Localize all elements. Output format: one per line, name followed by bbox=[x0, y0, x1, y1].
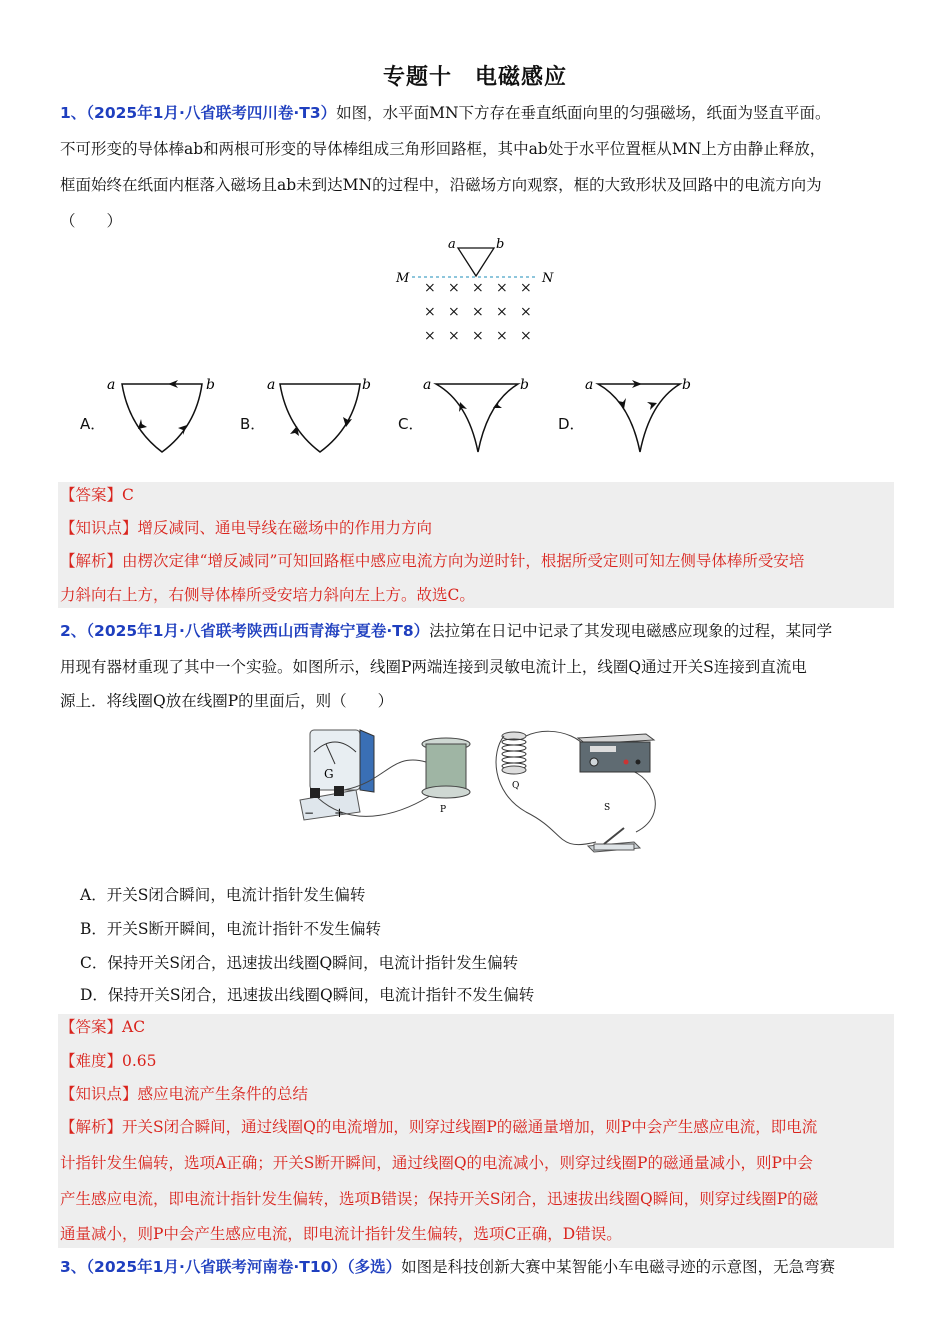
choice-b-figure bbox=[264, 372, 384, 456]
q2-option-c: C．保持开关S闭合，迅速拔出线圈Q瞬间，电流计指针发生偏转 bbox=[80, 954, 519, 972]
q3-multi-tag: （多选） bbox=[346, 1258, 402, 1276]
q2-analysis-1: 【解析】开关S闭合瞬间，通过线圈Q的电流增加，则穿过线圈P的磁通量增加，则P中会产生感应电流，即电流 bbox=[60, 1118, 818, 1136]
svg-text:×: × bbox=[448, 328, 460, 344]
q2-text-1: 法拉第在日记中记录了其发现电磁感应现象的过程，某同学 bbox=[429, 622, 833, 640]
label-G: G bbox=[324, 767, 334, 781]
choice-b-label: B． bbox=[240, 415, 266, 433]
galvanometer bbox=[300, 730, 374, 821]
q3-line-1 bbox=[60, 1256, 892, 1278]
q2-source: （2025年1月·八省联考陕西山西青海宁夏卷·T8） bbox=[86, 622, 430, 640]
q2-analysis-2: 计指针发生偏转，选项A正确；开关S断开瞬间，通过线圈Q的电流减小，则穿过线圈P的磁通量减小，则P中会 bbox=[60, 1154, 813, 1172]
q2-difficulty: 【难度】0.65 bbox=[60, 1052, 157, 1070]
svg-text:×: × bbox=[424, 328, 436, 344]
label-M: M bbox=[396, 271, 410, 286]
label-b: b bbox=[362, 377, 371, 393]
q2-answer-block bbox=[58, 1014, 894, 1248]
q2-line-3: 源上．将线圈Q放在线圈P的里面后，则（ ） bbox=[60, 692, 394, 710]
q2-analysis-4: 通量减小，则P中会产生感应电流，即电流计指针发生偏转，选项C正确，D错误。 bbox=[60, 1225, 622, 1243]
q2-option-d: D．保持开关S闭合，迅速拔出线圈Q瞬间，电流计指针不发生偏转 bbox=[80, 986, 535, 1004]
svg-text:×: × bbox=[424, 304, 436, 320]
choice-a-figure bbox=[104, 372, 224, 456]
q2-option-a: A．开关S闭合瞬间，电流计指针发生偏转 bbox=[80, 886, 366, 904]
q2-option-b: B．开关S断开瞬间，电流计指针不发生偏转 bbox=[80, 920, 382, 938]
q1-line-2: 不可形变的导体棒ab和两根可形变的导体棒组成三角形回路框，其中ab处于水平位置框从MN上方由静止释放， bbox=[60, 140, 826, 158]
q1-answer: 【答案】C bbox=[60, 486, 134, 504]
svg-text:×: × bbox=[424, 280, 436, 296]
choice-a-label: A． bbox=[80, 415, 106, 433]
q1-answer-block bbox=[58, 482, 894, 608]
q1-knowledge: 【知识点】增反减同、通电导线在磁场中的作用力方向 bbox=[60, 519, 433, 537]
label-a: a bbox=[267, 377, 276, 393]
label-a: a bbox=[448, 237, 456, 252]
q2-line-1 bbox=[60, 620, 892, 642]
q1-source: （2025年1月·八省联考四川卷·T3） bbox=[86, 104, 337, 122]
label-N: N bbox=[542, 271, 554, 286]
q1-line-1 bbox=[60, 102, 892, 124]
q1-analysis-1: 【解析】由楞次定律“增反减同”可知回路框中感应电流方向为逆时针，根据所受定则可知左侧导体棒所受安培 bbox=[60, 552, 805, 570]
label-a: a bbox=[107, 377, 116, 393]
choice-d-figure bbox=[582, 372, 702, 456]
label-a: a bbox=[423, 377, 432, 393]
choice-c-label: C． bbox=[398, 415, 424, 433]
q1-number: 1、 bbox=[60, 104, 87, 122]
q1-analysis-2: 力斜向右上方，右侧导体棒所受安培力斜向左上方。故选C。 bbox=[60, 586, 475, 604]
label-b: b bbox=[520, 377, 529, 393]
q2-line-2: 用现有器材重现了其中一个实验。如图所示，线圈P两端连接到灵敏电流计上，线圈Q通过开关S连接到直流电 bbox=[60, 658, 807, 676]
svg-text:×: × bbox=[472, 304, 484, 320]
label-b: b bbox=[206, 377, 215, 393]
knife-switch bbox=[588, 828, 640, 852]
label-P: P bbox=[440, 805, 447, 815]
label-Q: Q bbox=[512, 781, 520, 791]
svg-text:×: × bbox=[496, 280, 508, 296]
q3-number: 3、 bbox=[60, 1258, 87, 1276]
label-a: a bbox=[585, 377, 594, 393]
magnetic-field-crosses bbox=[424, 280, 532, 344]
choice-c-figure bbox=[420, 372, 540, 456]
q1-line-4: （ ） bbox=[60, 212, 123, 230]
q2-analysis-3: 产生感应电流，即电流计指针发生偏转，选项B错误；保持开关S闭合，迅速拔出线圈Q瞬间，则穿过线圈P的磁 bbox=[60, 1190, 819, 1208]
label-b: b bbox=[682, 377, 691, 393]
coil-P bbox=[422, 738, 470, 815]
q1-line-3: 框面始终在纸面内框落入磁场且ab未到达MN的过程中，沿磁场方向观察，框的大致形状及回路中的电流方向为 bbox=[60, 176, 822, 194]
svg-text:×: × bbox=[472, 280, 484, 296]
svg-text:×: × bbox=[520, 304, 532, 320]
q3-source: （2025年1月·八省联考河南卷·T10） bbox=[86, 1258, 347, 1276]
q1-text-1: 如图，水平面MN下方存在垂直纸面向里的匀强磁场，纸面为竖直平面。 bbox=[336, 104, 831, 122]
q2-apparatus-figure bbox=[296, 722, 666, 862]
q1-field-figure bbox=[390, 234, 560, 346]
label-S: S bbox=[604, 803, 611, 813]
label-plus: + bbox=[334, 806, 345, 821]
svg-text:×: × bbox=[448, 304, 460, 320]
q2-knowledge: 【知识点】感应电流产生条件的总结 bbox=[60, 1085, 309, 1103]
coil-Q bbox=[502, 732, 526, 791]
svg-text:×: × bbox=[520, 280, 532, 296]
q3-text-1: 如图是科技创新大赛中某智能小车电磁寻迹的示意图，无急弯赛 bbox=[401, 1258, 836, 1276]
label-b: b bbox=[496, 237, 505, 252]
choice-d-label: D． bbox=[558, 415, 585, 433]
label-minus: − bbox=[304, 806, 315, 820]
svg-text:×: × bbox=[520, 328, 532, 344]
svg-text:×: × bbox=[472, 328, 484, 344]
page-title: 专题十 电磁感应 bbox=[382, 65, 567, 90]
q2-answer: 【答案】AC bbox=[60, 1018, 146, 1036]
svg-text:×: × bbox=[448, 280, 460, 296]
triangle-frame bbox=[458, 248, 494, 276]
dc-power-supply bbox=[578, 734, 654, 813]
svg-text:×: × bbox=[496, 328, 508, 344]
q2-number: 2、 bbox=[60, 622, 87, 640]
svg-text:×: × bbox=[496, 304, 508, 320]
